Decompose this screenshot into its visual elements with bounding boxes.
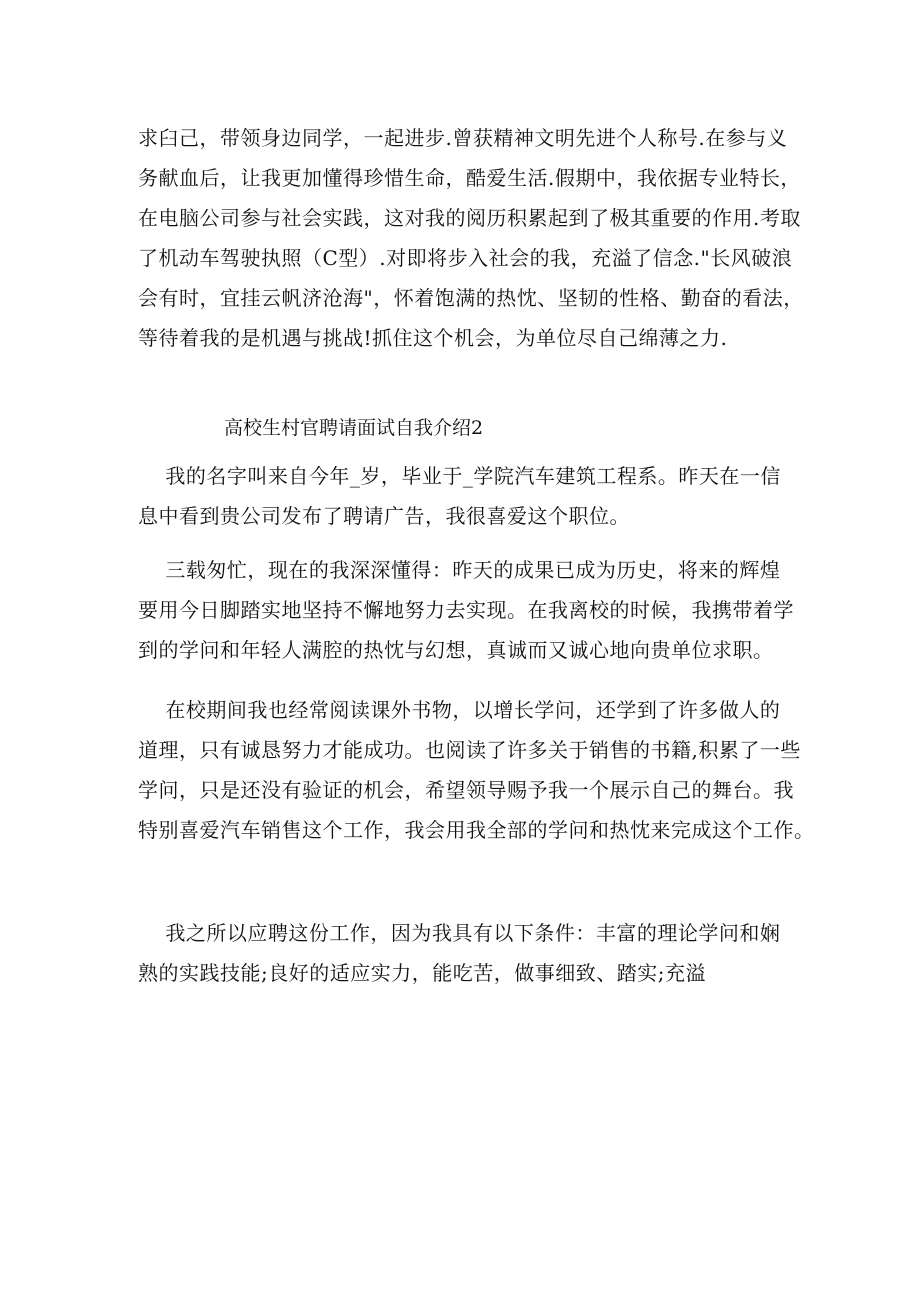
- paragraph-line: 特别喜爱汽车销售这个工作，我会用我全部的学问和热忱来完成这个工作。: [138, 818, 815, 842]
- paragraph-line: 三载匆忙，现在的我深深懂得：昨天的成果已成为历史，将来的辉煌: [138, 558, 781, 582]
- paragraph-line: 在校期间我也经常阅读课外书物，以增长学问，还学到了许多做人的: [138, 698, 781, 722]
- paragraph-line: 务献血后，让我更加懂得珍惜生命，酷爱生活.假期中，我依据专业特长，: [138, 166, 801, 190]
- paragraph-line: 求臼己，带领身边同学，一起进步.曾获精神文明先进个人称号.在参与义: [138, 126, 788, 150]
- paragraph-line: 会有时，宜挂云帆济沧海"，怀着饱满的热忱、坚韧的性格、勤奋的看法，: [138, 286, 804, 310]
- section-heading: 高校生村官聘请面试自我介绍2: [224, 417, 484, 439]
- paragraph-1: [138, 118, 804, 358]
- paragraph-line: 我的名字叫来自今年_岁，毕业于_学院汽车建筑工程系。昨天在一信: [138, 464, 781, 488]
- paragraph-5: [138, 913, 798, 993]
- paragraph-3: [138, 550, 798, 670]
- paragraph-4: [138, 690, 815, 850]
- paragraph-line: 息中看到贵公司发布了聘请广告，我很喜爱这个职位。: [138, 504, 630, 528]
- paragraph-line: 在电脑公司参与社会实践，这对我的阅历积累起到了极其重要的作用.考取: [138, 206, 801, 230]
- paragraph-line: 学问，只是还没有验证的机会，希望领导赐予我一个展示自己的舞台。我: [138, 778, 794, 802]
- paragraph-2: [138, 456, 798, 536]
- paragraph-line: 要用今日脚踏实地坚持不懈地努力去实现。在我离校的时候，我携带着学: [138, 598, 794, 622]
- paragraph-line: 了机动车驾驶执照（C型）.对即将步入社会的我，充溢了信念."长风破浪: [138, 246, 793, 270]
- paragraph-line: 熟的实践技能;良好的适应实力，能吃苦，做事细致、踏实;充溢: [138, 961, 706, 985]
- paragraph-line: 等待着我的是机遇与挑战!抓住这个机会，为单位尽自己绵薄之力.: [138, 326, 728, 350]
- paragraph-line: 到的学问和年轻人满腔的热忱与幻想，真诚而又诚心地向贵单位求职。: [138, 638, 774, 662]
- paragraph-line: 我之所以应聘这份工作，因为我具有以下条件：丰富的理论学问和娴: [138, 921, 781, 945]
- paragraph-line: 道理，只有诚恳努力才能成功。也阅读了许多关于销售的书籍,积累了一些: [138, 738, 801, 762]
